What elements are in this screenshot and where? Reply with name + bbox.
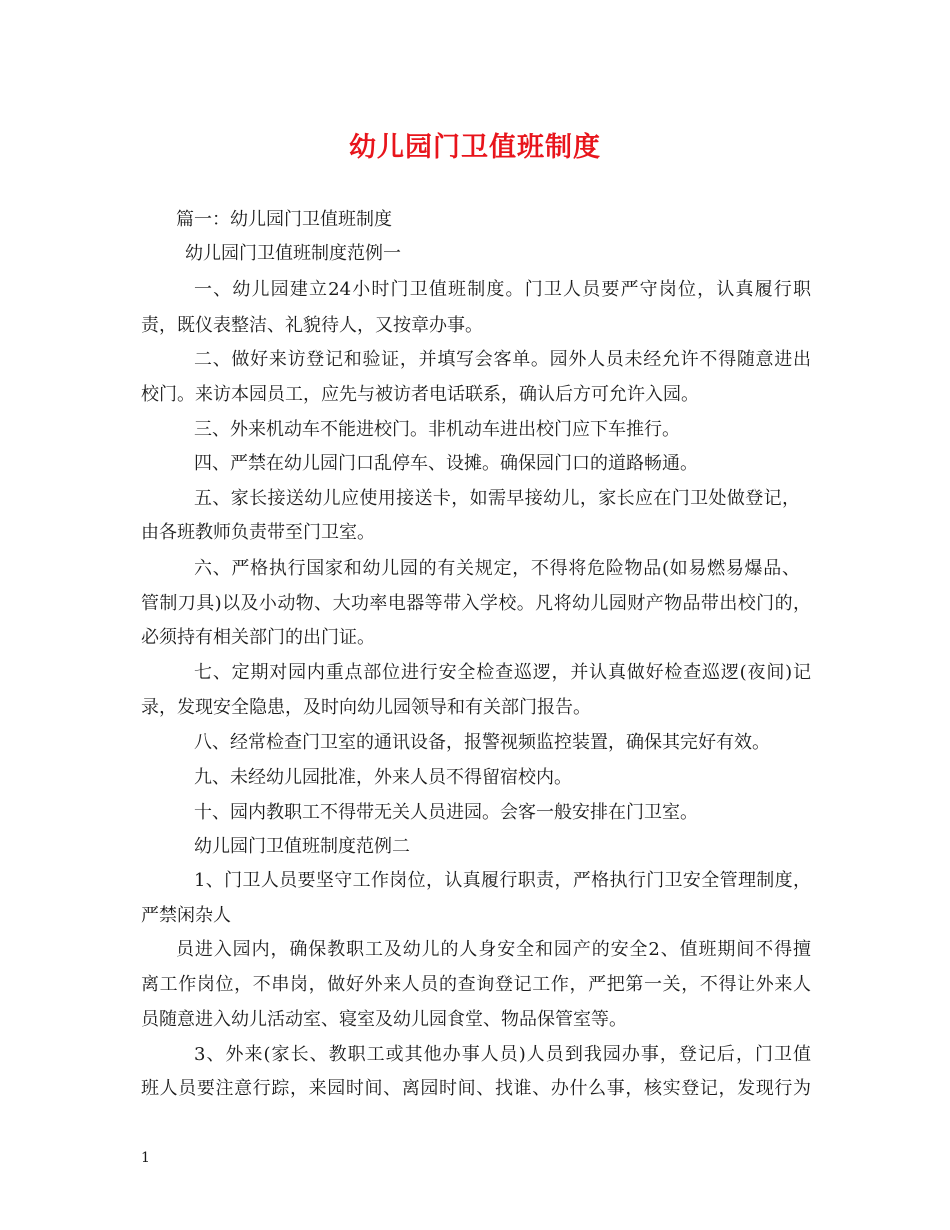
paragraph-line: 录，发现安全隐患，及时向幼儿园领导和有关部门报告。 [141,697,591,718]
document-title: 幼儿园门卫值班制度 [349,132,601,163]
paragraph-line: 六、严格执行国家和幼儿园的有关规定，不得将危险物品(如易燃易爆品、 [194,558,800,579]
paragraph-line: 离工作岗位，不串岗，做好外来人员的查询登记工作，严把第一关，不得让外来人 [141,974,811,995]
paragraph-line: 员进入园内，确保教职工及幼儿的人身安全和园产的安全2、值班期间不得擅 [176,939,811,960]
paragraph-line: 由各班教师负责带至门卫室。 [141,522,375,543]
paragraph-line: 1、门卫人员要坚守工作岗位，认真履行职责，严格执行门卫安全管理制度， [194,870,811,891]
paragraph-line: 必须持有相关部门的出门证。 [141,627,375,648]
page-number: 1 [141,1150,150,1166]
paragraph-line: 九、未经幼儿园批准，外来人员不得留宿校内。 [194,767,572,788]
paragraph-line: 二、做好来访登记和验证，并填写会客单。园外人员未经允许不得随意进出 [194,349,811,370]
paragraph-line: 3、外来(家长、教职工或其他办事人员)人员到我园办事，登记后，门卫值 [194,1044,811,1065]
subsection-heading: 幼儿园门卫值班制度范例一 [185,243,401,264]
paragraph-line: 七、定期对园内重点部位进行安全检查巡逻，并认真做好检查巡逻(夜间)记 [194,662,811,683]
subsection-heading: 幼儿园门卫值班制度范例二 [194,836,410,857]
paragraph-line: 三、外来机动车不能进校门。非机动车进出校门应下车推行。 [194,419,680,440]
paragraph-line: 严禁闲杂人 [141,905,231,926]
paragraph-line: 十、园内教职工不得带无关人员进园。会客一般安排在门卫室。 [194,802,698,823]
paragraph-line: 员随意进入幼儿活动室、寝室及幼儿园食堂、物品保管室等。 [141,1009,627,1030]
paragraph-line: 班人员要注意行踪，来园时间、离园时间、找谁、办什么事，核实登记，发现行为 [141,1078,811,1099]
paragraph-line: 四、严禁在幼儿园门口乱停车、设摊。确保园门口的道路畅通。 [194,453,698,474]
paragraph-line: 一、幼儿园建立24小时门卫值班制度。门卫人员要严守岗位，认真履行职 [194,279,811,300]
paragraph-line: 管制刀具)以及小动物、大功率电器等带入学校。凡将幼儿园财产物品带出校门的， [141,593,811,614]
paragraph-line: 校门。来访本园员工，应先与被访者电话联系，确认后方可允许入园。 [141,384,699,405]
paragraph-line: 八、经常检查门卫室的通讯设备，报警视频监控装置，确保其完好有效。 [194,732,770,753]
section-heading: 篇一：幼儿园门卫值班制度 [176,209,392,230]
paragraph-line: 责，既仪表整洁、礼貌待人，又按章办事。 [141,315,483,336]
paragraph-line: 五、家长接送幼儿应使用接送卡，如需早接幼儿，家长应在门卫处做登记， [194,488,800,509]
